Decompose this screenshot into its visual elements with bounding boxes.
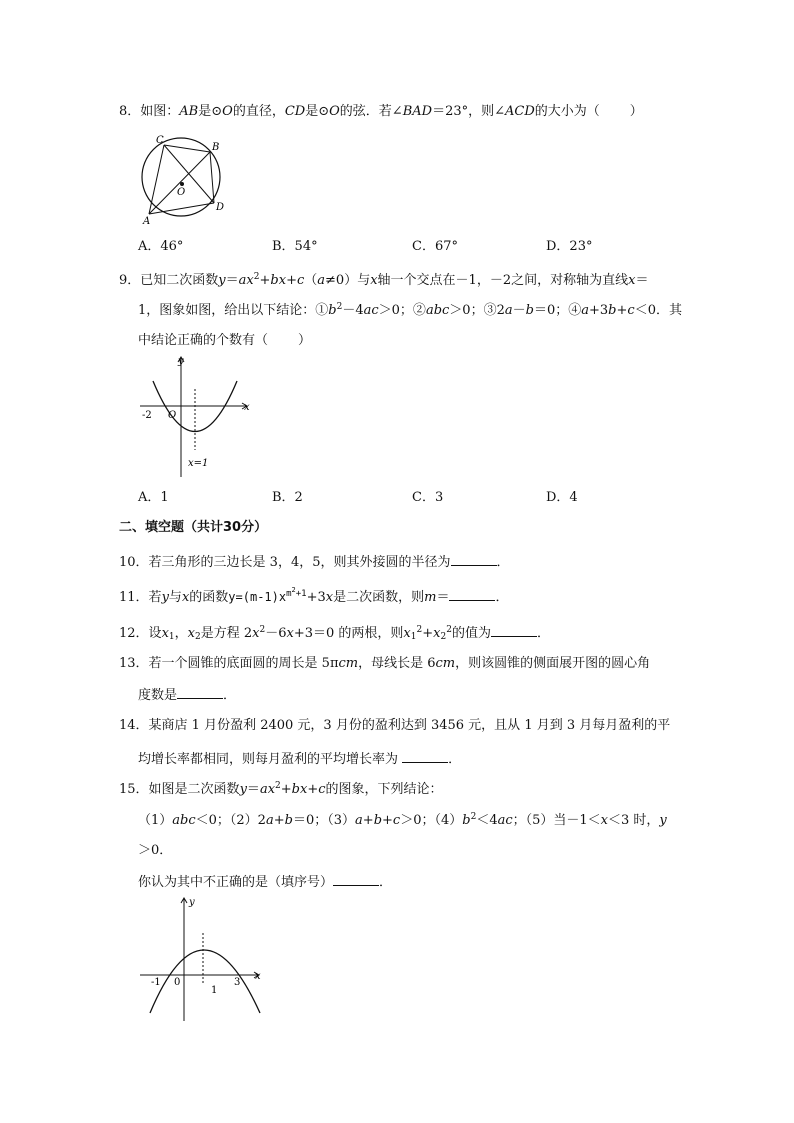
question-number: 10． <box>119 555 149 570</box>
label-a: A <box>143 216 151 226</box>
var: x <box>403 626 411 641</box>
text: ＝0；（3） <box>292 813 356 828</box>
var: x <box>161 626 169 641</box>
var: b <box>284 813 293 828</box>
question-number: 11． <box>119 590 149 605</box>
var: c <box>318 782 326 797</box>
question-number: 9． <box>119 273 141 288</box>
var: a <box>504 303 513 318</box>
var: a <box>355 813 363 828</box>
var: m <box>424 590 437 605</box>
option-d[interactable]: D．23° <box>546 239 593 254</box>
text: ＜3 时， <box>608 813 660 828</box>
option-a[interactable]: A．46° <box>138 239 184 254</box>
text: 若一个圆锥的底面圆的周长是 5π <box>148 656 339 671</box>
q15-line-4 <box>138 873 392 891</box>
question-number: 12． <box>119 626 149 641</box>
q12-text <box>119 624 550 642</box>
var: b <box>373 813 383 828</box>
text: +3 <box>306 590 326 605</box>
text: ＝ <box>225 273 239 288</box>
text: 已知二次函数 <box>140 273 219 288</box>
exponent: 2 <box>275 781 281 791</box>
label-c: C <box>156 135 164 146</box>
symmetry-label: x=1 <box>188 458 209 469</box>
var: AB <box>179 104 199 119</box>
answer-blank[interactable] <box>491 624 537 637</box>
q8-text <box>119 104 643 120</box>
text: ． <box>495 590 509 605</box>
q13-line-2 <box>138 686 236 704</box>
var: x <box>252 626 260 641</box>
text: （ <box>304 273 318 288</box>
var: ax <box>238 273 254 288</box>
text: ） <box>629 104 643 119</box>
text: 若 <box>148 590 162 605</box>
question-number: 15． <box>119 782 149 797</box>
var: bx <box>291 782 308 797</box>
text: 的直径， <box>232 104 285 119</box>
text: 的图象，下列结论： <box>325 782 443 797</box>
text: 是⊙ <box>305 104 330 119</box>
var: b <box>328 303 337 318</box>
label-d: D <box>216 202 225 213</box>
text: ． <box>536 626 550 641</box>
q11-text <box>119 588 508 606</box>
var: abc <box>172 813 196 828</box>
text: 与 <box>168 590 182 605</box>
var: O <box>329 104 340 119</box>
text: + <box>273 813 285 828</box>
exponent: 2 <box>291 586 296 594</box>
option-c[interactable]: C．3 <box>412 490 444 505</box>
subscript: 1 <box>168 632 175 642</box>
subscript: 2 <box>195 632 201 642</box>
text: ＝23°，则∠ <box>432 104 506 119</box>
origin-label: 0 <box>174 977 181 988</box>
text: ＝ <box>436 590 450 605</box>
text: 设 <box>148 626 162 641</box>
answer-blank[interactable] <box>402 750 448 763</box>
text: ＝ <box>635 273 649 288</box>
answer-blank[interactable] <box>333 873 379 886</box>
subscript: 1 <box>410 632 417 642</box>
section-heading: 二、填空题（共计30分） <box>119 520 268 535</box>
var: b <box>525 303 534 318</box>
text: 的函数 <box>189 590 229 605</box>
q14-line-1 <box>119 718 670 734</box>
question-number: 14． <box>119 718 149 733</box>
axis-label-y: y <box>189 897 195 908</box>
text: －6 <box>265 626 287 641</box>
text: 某商店 1 月份盈利 2400 元，3 月份的盈利达到 3456 元，且从 1 月到 3 月每月盈利的平 <box>148 718 671 733</box>
var: x <box>325 590 334 605</box>
var: y <box>239 782 247 797</box>
exponent: 2 <box>416 625 423 635</box>
exponent: 2 <box>336 302 343 312</box>
text: ，则该圆锥的侧面展开图的圆心角 <box>455 656 651 671</box>
tick-label-minus-1: -1 <box>151 977 161 988</box>
text: 是二次函数，则 <box>333 590 425 605</box>
text: + <box>382 813 393 828</box>
var: y <box>161 590 169 605</box>
var: abc <box>425 303 450 318</box>
var: a <box>317 273 326 288</box>
tick-label-1: 1 <box>211 985 218 996</box>
label-o: O <box>177 187 186 198</box>
unit: cm <box>435 656 456 671</box>
text: 你认为其中不正确的是（填序号） <box>138 875 334 890</box>
var: a <box>265 813 274 828</box>
text: 轴一个交点在－1，－2之间，对称轴为直线 <box>377 273 629 288</box>
var: BAD <box>402 104 433 119</box>
text: 的值为 <box>451 626 491 641</box>
var: b <box>462 813 471 828</box>
text: 中结论正确的个数有（ <box>138 333 269 348</box>
option-c[interactable]: C．67° <box>412 239 458 254</box>
var: x <box>286 626 294 641</box>
label-b: B <box>212 142 220 153</box>
var: x <box>181 590 190 605</box>
q9-line-3 <box>138 333 311 349</box>
var: a <box>581 303 589 318</box>
axis-label-x: x <box>255 971 261 982</box>
text: ． <box>448 752 462 767</box>
text: ． <box>496 555 510 570</box>
text: （1） <box>138 813 173 828</box>
text: ． <box>379 875 393 890</box>
text: + <box>307 782 319 797</box>
origin-label: O <box>168 410 177 421</box>
q9-line-1 <box>119 273 648 289</box>
option-b[interactable]: B．54° <box>272 239 318 254</box>
text: ． <box>223 688 237 703</box>
circle-diagram <box>134 131 234 226</box>
answer-blank[interactable] <box>449 588 495 601</box>
text: － <box>512 303 526 318</box>
tick-label-minus-2: -2 <box>142 410 152 421</box>
text: + <box>286 273 297 288</box>
var: c <box>627 303 635 318</box>
var: c <box>392 813 401 828</box>
var: bx <box>270 273 287 288</box>
var: ACD <box>505 104 535 119</box>
q15-line-1 <box>119 782 443 798</box>
var: c <box>296 273 305 288</box>
var: ax <box>259 782 276 797</box>
tick-label-3: 3 <box>234 977 241 988</box>
q9-line-2 <box>138 303 682 319</box>
option-a[interactable]: A．1 <box>138 490 169 505</box>
exponent: 2 <box>253 272 260 282</box>
option-b[interactable]: B．2 <box>272 490 303 505</box>
text: ＜4 <box>476 813 498 828</box>
text: +3＝0 的两根，则 <box>293 626 404 641</box>
var: x <box>433 626 441 641</box>
text: －4 <box>342 303 364 318</box>
text: ＞0；（4） <box>400 813 463 828</box>
text: ，母线长是 6 <box>358 656 436 671</box>
q15-line-3 <box>138 843 172 859</box>
option-d[interactable]: D．4 <box>546 490 578 505</box>
text: 如图： <box>140 104 180 119</box>
text: + <box>362 813 374 828</box>
text: ＞0；③2 <box>449 303 505 318</box>
text: 如图是二次函数 <box>148 782 240 797</box>
function-expression: y=(m-1)x <box>228 590 287 604</box>
text: 的大小为（ <box>534 104 600 119</box>
var: y <box>659 813 667 828</box>
axis-label-y: y <box>178 356 184 367</box>
var: O <box>222 104 233 119</box>
unit: cm <box>338 656 359 671</box>
exponent: +1 <box>295 589 307 599</box>
text: ， <box>174 626 188 641</box>
text: 是方程 2 <box>200 626 253 641</box>
var: CD <box>284 104 306 119</box>
var: ac <box>363 303 379 318</box>
text: 是⊙ <box>198 104 223 119</box>
text: ≠0）与 <box>325 273 371 288</box>
text: 度数是 <box>138 688 178 703</box>
text: ＝ <box>246 782 260 797</box>
exponent: 2 <box>446 625 452 635</box>
answer-blank[interactable] <box>451 553 497 566</box>
text: ；（5）当－1＜ <box>512 813 601 828</box>
q15-line-2 <box>138 813 667 829</box>
exponent: 2 <box>470 812 477 822</box>
text: + <box>422 626 434 641</box>
q10-text <box>119 553 510 571</box>
q14-line-2 <box>138 750 461 768</box>
text: 均增长率都相同，则每月盈利的平均增长率为 <box>138 752 403 767</box>
text: + <box>259 273 271 288</box>
text: ＞0． <box>138 843 173 858</box>
var: y <box>218 273 226 288</box>
q13-line-1 <box>119 656 650 672</box>
text: ＜0．其 <box>634 303 682 318</box>
var: x <box>370 273 378 288</box>
text: + <box>280 782 292 797</box>
axis-label-x: x <box>244 402 250 413</box>
var: ac <box>497 813 513 828</box>
parabola-graph-q15 <box>136 893 266 1025</box>
var: x <box>628 273 636 288</box>
question-number: 8． <box>119 104 141 119</box>
answer-blank[interactable] <box>177 686 223 699</box>
text: ＞0；② <box>378 303 426 318</box>
parabola-graph-q9 <box>136 354 256 480</box>
exponent: 2 <box>259 625 266 635</box>
text: +3 <box>589 303 609 318</box>
text: 的弦．若∠ <box>339 104 403 119</box>
exponent: m <box>286 589 292 599</box>
subscript: 2 <box>440 632 447 642</box>
text: ＝0；④ <box>533 303 582 318</box>
text: 1，图象如图，给出以下结论：① <box>138 303 329 318</box>
var: b <box>608 303 617 318</box>
text: + <box>616 303 628 318</box>
text: ＜0；（2）2 <box>195 813 266 828</box>
text: 若三角形的三边长是 3，4，5，则其外接圆的半径为 <box>148 555 451 570</box>
question-number: 13． <box>119 656 149 671</box>
var: x <box>187 626 195 641</box>
var: x <box>600 813 609 828</box>
text: ） <box>298 333 312 348</box>
